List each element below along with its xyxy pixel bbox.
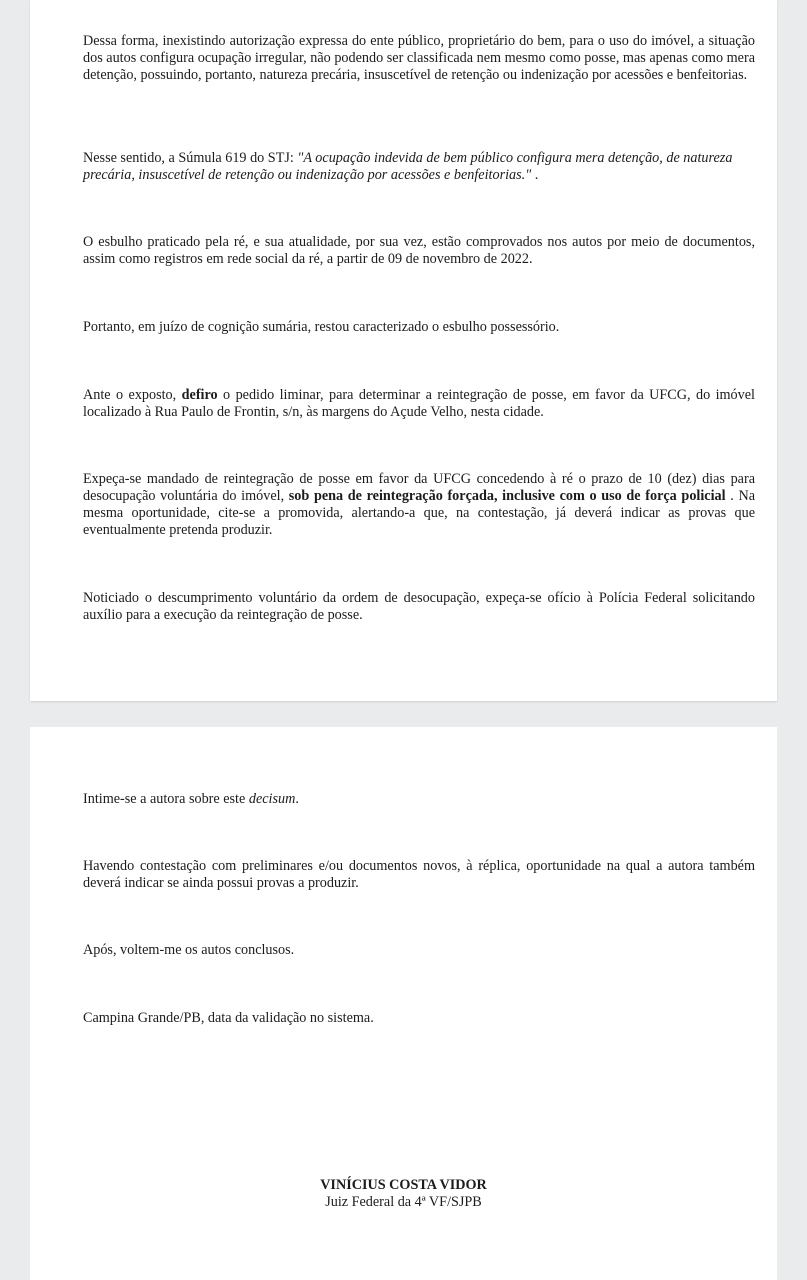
paragraph-policia-federal: Noticiado o descumprimento voluntário da ordem de desocupação, expeça-se ofício à Polícia Federal solicitando auxílio para a execução da reintegração de posse. (83, 590, 755, 623)
paragraph-cognicao-sumaria: Portanto, em juízo de cognição sumária, restou caracterizado o esbulho possessório. (83, 319, 560, 335)
judge-role: Juiz Federal da 4ª VF/SJPB (325, 1194, 482, 1210)
sumula-quote: "A ocupação indevida de bem público configura mera detenção, de natureza precária, insuscetível de retenção ou indenização por acessões e benfeitorias." (83, 150, 733, 183)
defiro-bold: defiro (181, 387, 218, 403)
document-page-2 (30, 727, 777, 1280)
paragraph-occupation-irregular: Dessa forma, inexistindo autorização expressa do ente público, proprietário do bem, para o uso do imóvel, a situação dos autos configura ocupação irregular, não podendo ser classificada nem mesmo como posse, mas apenas como mera detenção, possuindo, portanto, natureza precária, insuscetível de retenção ou indenização por acessões e benfeitorias. (83, 33, 755, 83)
paragraph-place-date: Campina Grande/PB, data da validação no sistema. (83, 1010, 374, 1026)
judge-name: VINÍCIUS COSTA VIDOR (320, 1177, 487, 1193)
paragraph-intime-se: Intime-se a autora sobre este decisum. (83, 791, 299, 807)
paragraph-autos-conclusos: Após, voltem-me os autos conclusos. (83, 942, 295, 958)
signature-block (30, 1177, 777, 1211)
document-page-1 (30, 0, 777, 701)
decisum-italic: decisum (248, 791, 296, 807)
paragraph-ante-o-exposto: Ante o exposto, defiro o pedido liminar, para determinar a reintegração de posse, em favor da UFCG, do imóvel localizado à Rua Paulo de Frontin, s/n, às margens do Açude Velho, nesta cidade. (83, 387, 755, 420)
paragraph-sumula-619: Nesse sentido, a Súmula 619 do STJ: "A ocupação indevida de bem público configura mera detenção, de natureza precária, insuscetível de retenção ou indenização por acessões e benfeitorias." . (83, 150, 733, 183)
penalty-bold: sob pena de reintegração forçada, inclusive com o uso de força policial (288, 488, 726, 504)
paragraph-esbulho-proof: O esbulho praticado pela ré, e sua atualidade, por sua vez, estão comprovados nos autos por meio de documentos, assim como registros em rede social da ré, a partir de 09 de novembro de 2022. (83, 234, 755, 267)
paragraph-mandado-reintegracao: Expeça-se mandado de reintegração de posse em favor da UFCG concedendo à ré o prazo de 10 (dez) dias para desocupação voluntária do imóvel, sob pena de reintegração forçada, inclusive com o uso de força policial . Na mesma oportunidade, cite-se a promovida, alertando-a que, na contestação, já deverá indicar as provas que eventualmente pretenda produzir. (83, 471, 755, 538)
paragraph-replica: Havendo contestação com preliminares e/ou documentos novos, à réplica, oportunidade na qual a autora também deverá indicar se ainda possui provas a produzir. (83, 858, 755, 891)
